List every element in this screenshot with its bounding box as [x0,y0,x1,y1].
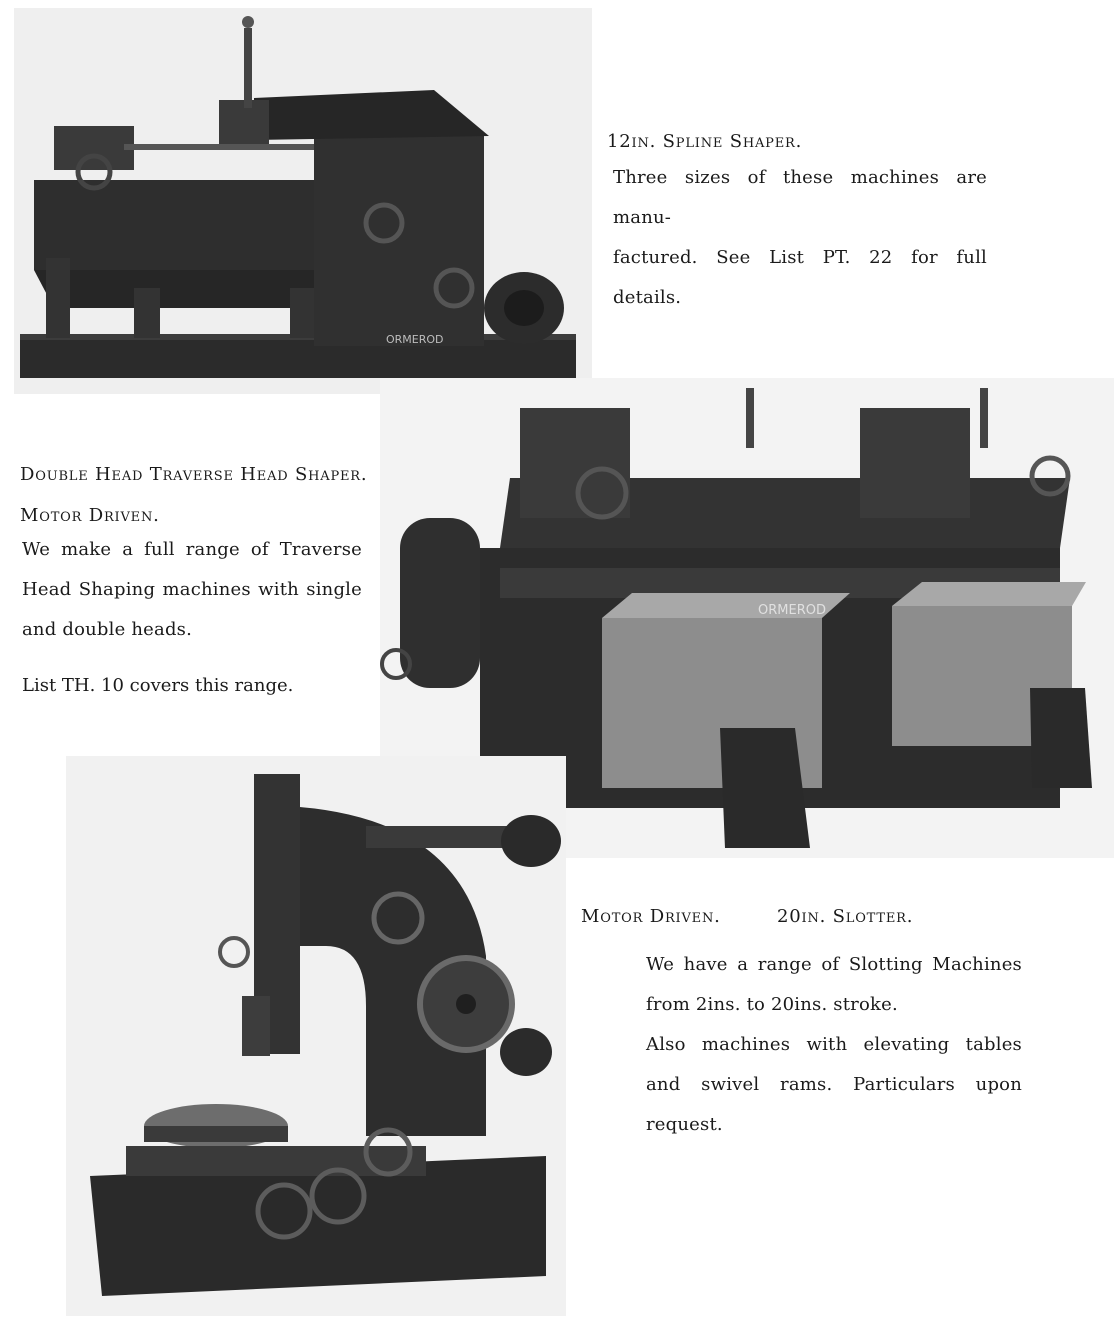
traverse-shaper-list-note: List TH. 10 covers this range. [22,675,294,696]
spline-shaper-illustration [14,8,592,394]
spline-shaper-line-1: Three sizes of these machines are manu- [613,167,987,228]
slotter-line-5: request. [646,1114,723,1135]
traverse-shaper-line-3: and double heads. [22,619,193,640]
slotter-line-2: from 2ins. to 20ins. stroke. [646,994,898,1015]
traverse-shaper-line-1: We make a full range of Traverse [22,539,362,560]
traverse-shaper-nameplate: ORMEROD [758,603,826,618]
slotter-title: 20in. Slotter. [777,906,914,927]
traverse-shaper-subtitle: Motor Driven. [20,505,160,526]
spline-shaper-description [613,158,987,318]
slotter-photo [66,756,566,1316]
slotter-line-1: We have a range of Slotting Machines [646,954,1022,975]
slotter-line-3: Also machines with elevating tables [646,1034,1022,1055]
slotter-description [646,945,1022,1145]
slotter-illustration [66,756,566,1316]
spline-shaper-title: 12in. Spline Shaper. [607,131,803,152]
slotter-line-4: and swivel rams. Particulars upon [646,1074,1022,1095]
traverse-shaper-description [22,530,362,650]
spline-shaper-line-2: factured. See List PT. 22 for full [613,247,987,268]
spline-shaper-nameplate: ORMEROD [386,333,444,346]
slotter-drive: Motor Driven. [581,906,721,927]
traverse-shaper-title: Double Head Traverse Head Shaper. [20,464,368,485]
traverse-shaper-line-2: Head Shaping machines with single [22,579,362,600]
spline-shaper-line-3: details. [613,287,682,308]
spline-shaper-photo [14,8,592,394]
